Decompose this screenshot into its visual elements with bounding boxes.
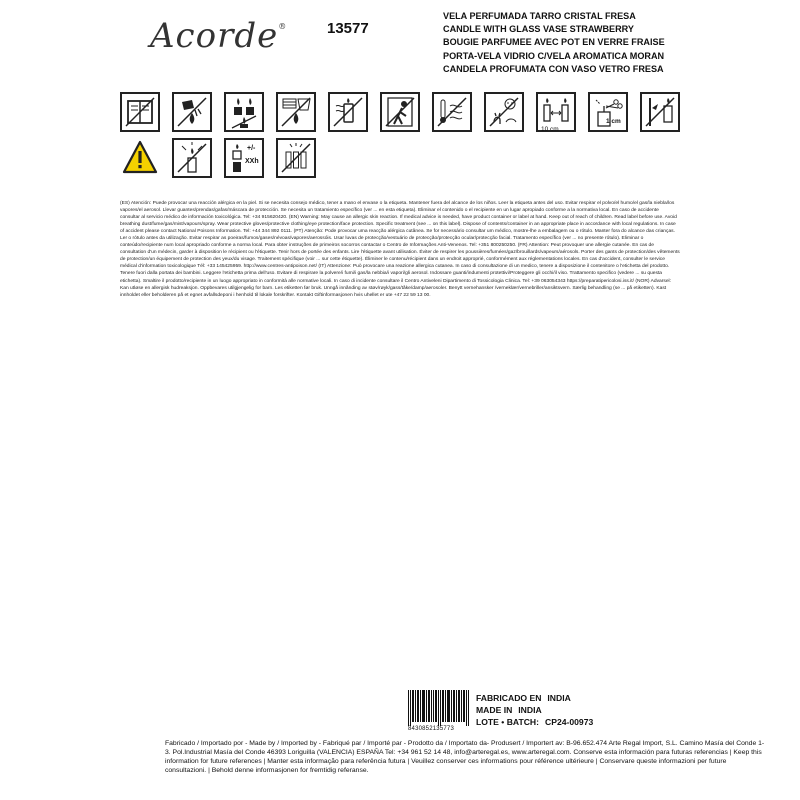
product-name-it: CANDELA PROFUMATA CON VASO VETRO FRESA bbox=[443, 63, 664, 74]
batch-label: LOTE • BATCH: bbox=[476, 717, 539, 727]
read-instructions-icon bbox=[120, 92, 160, 132]
barcode-icon bbox=[408, 690, 470, 726]
never-leave-unattended-icon bbox=[380, 92, 420, 132]
brand-logo-text: Acorde bbox=[150, 16, 279, 56]
trim-wick-icon bbox=[588, 92, 628, 132]
no-multiple-candles-icon bbox=[276, 138, 316, 178]
made-in-es-label: FABRICADO EN bbox=[476, 693, 542, 703]
no-flame-ignition-icon bbox=[172, 138, 212, 178]
made-in-es-value: INDIA bbox=[547, 693, 571, 703]
keep-away-from-children-pets-icon bbox=[484, 92, 524, 132]
candle-spacing-icon bbox=[224, 92, 264, 132]
barcode-digits: 8430852135773 bbox=[408, 726, 454, 732]
safety-pictograms bbox=[120, 92, 680, 182]
made-in-en-label: MADE IN bbox=[476, 705, 513, 715]
made-in-es-row bbox=[476, 692, 593, 704]
product-reference: 13577 bbox=[327, 20, 369, 37]
distance-label: 10 cm bbox=[541, 126, 559, 133]
product-name-en: CANDLE WITH GLASS VASE STRAWBERRY bbox=[443, 24, 634, 35]
no-draft-icon bbox=[328, 92, 368, 132]
made-in-en-value: INDIA bbox=[518, 705, 542, 715]
no-burning-near-wall-icon bbox=[640, 92, 680, 132]
no-water-on-flame-icon bbox=[172, 92, 212, 132]
product-name-fr: BOUGIE PARFUMEE AVEC POT EN VERRE FRAISE bbox=[443, 37, 665, 48]
origin-lines bbox=[476, 692, 593, 728]
hazard-warning-icon bbox=[122, 140, 158, 174]
product-names bbox=[443, 10, 783, 76]
product-name-es: VELA PERFUMADA TARRO CRISTAL FRESA bbox=[443, 11, 636, 21]
time-label-plusminus: +/- bbox=[247, 145, 256, 152]
avoid-heat-sources-icon bbox=[432, 92, 472, 132]
made-in-en-row bbox=[476, 704, 593, 716]
wick-length-label: 1 cm bbox=[606, 118, 621, 125]
time-label-hours: XXh bbox=[245, 158, 259, 165]
no-flammable-objects-icon bbox=[276, 92, 316, 132]
origin-block bbox=[408, 690, 798, 736]
safety-warning-text: (ES) Atención: Puede provocar una reacción alérgica en la piel. Si se necesita consejo médico, tener a mano el envase o la etiqueta. Mantener fuera del alcance de los niños. Leer la etiqueta antes del uso. Evitar respirar el polvo/el humo/el gas/la niebla/los vapores/el aerosol. Llevar guantes/prendas/gafas/máscara de protección. Se necesita un tratamiento específico (ver ... en esta etiqueta). Eliminar el contenido o el recipiente en un lugar apropiado conforme a la normativa local. En caso de accidente consultar al servicio médico de información toxicológica. Tel: +34 915620420. (EN) Warning: May cause an allergic skin reaction. If medical advice is needed, have product container or label at hand. Keep out of reach of children. Read label before use. Avoid breathing dust/fume/gas/mist/vapours/spray. Wear protective gloves/protective clothing/eye protection/face protection. Specific treatment (see ... on this label). Dispose of contents/container in an appropriate place in accordance with local regulations. In case of accident please contact National Poisons Information. Tel: +44 344 892 0111. (PT) Atenção: Pode provocar uma reacção alérgica cutânea. Se for necessário consultar um médico, mostre-lhe a embalagem ou o rótulo. Manter fora do alcance das crianças. Ler o rótulo antes da utilização. Evitar respirar as poeiras/fumos/gases/névoas/vapores/aerossóis. Usar luvas de protecção/vestuário de protecção/protecção ocular/protecção facial. Tratamento específico (ver ... no presente rótulo). Eliminar o conteúdo/recipiente num local apropriado conforme a norma local. Para obter instruções de primeiros socorros contactar o Centro de Informações Anti-Venenos. Tel: +351 800250250. (FR) Attention: Peut provoquer une allergie cutanée. En cas de consultation d'un médecin, garder à disposition le récipient ou l'étiquette. Tenir hors de portée des enfants. Lire l'étiquette avant utilisation. Éviter de respirer les poussières/fumées/gaz/brouillards/vapeurs/aérosols. Porter des gants de protection/des vêtements de protection/un équipement de protection des yeux/du visage. Traitement spécifique (voir ... sur cette étiquette). Éliminer le contenu/récipient dans un endroit approprié, conformément aux réglementations locales. En cas d'accident, consulter le service médical d'information toxicologique Tél: +33 145425959. http://www.centres-antipoison.net/ (IT) Attenzione: Può provocare una reazione allergica cutanea. In caso di consultazione di un medico, tenere a disposizione il contenitore o l'etichetta del prodotto. Tenere fuori dalla portata dei bambini. Leggere l'etichetta prima dell'uso. Evitare di respirare la polvere/i fumi/i gas/la nebbia/i vapori/gli aerosol. Indossare guanti/indumenti protettivi/Proteggere gli occhi/il viso. Trattamento specifico (vedere ... su questa etichetta). Smaltire il prodotto/recipiente in un luogo appropriato in conformità alle normative locali. In caso di incidente consultare il Centro Antiveleni Dipartimento di Tossicologia Clinica. Tel: +39 063054343 https://preparatipericolosi.iss.it/ (NOR) Advarsel: Kan utløse en allergisk hudreaksjon. Oppbevares utilgjengelig for barn. Les etiketten før bruk. Unngå innånding av støv/røyk/gass/tåke/damp/aerosoler. Benytt vernehansker /verneklær/vernebriller/ansiktsvern. Særlig behandling (se ... på etiketten). Kast innholdet eller beholderen på et egnet avfallsdeponi i henhold til lokale forskrifter. Kontakt Giftinformasjonen hvis uhellet er ute +47 22 59 13 00. bbox=[120, 201, 680, 298]
product-name-pt: PORTA-VELA VIDRIO C/VELA AROMATICA MORAN bbox=[443, 50, 665, 61]
manufacturer-footer: Fabricado / Importado por - Made by / Imported by - Fabriqué par / Importé par - Prodotto da / Importato da- Produsert / Importert av: B-96.652.474 Arte Regal Import, S.L. Camino Masía del Conde 1-3. Pol.Industrial Masía del Conde 46393 Loriguilla (VALENCIA) ESPAÑA Tel: +34 961 52 14 48, info@arteregal.es, www.arteregal.com. Conserve esta información para futuras referencias | Keep this information for future references | Manter esta informação para referência futura | Veuillez conserver ces informations pour référence ultérieure | Conservare queste informazioni per future consultazioni. | Behold denne informasjonen for fremtidig referanse. bbox=[165, 740, 765, 774]
registered-mark: ® bbox=[278, 22, 288, 31]
brand-logo bbox=[150, 16, 287, 56]
batch-value: CP24-00973 bbox=[545, 717, 594, 727]
batch-row bbox=[476, 716, 593, 728]
